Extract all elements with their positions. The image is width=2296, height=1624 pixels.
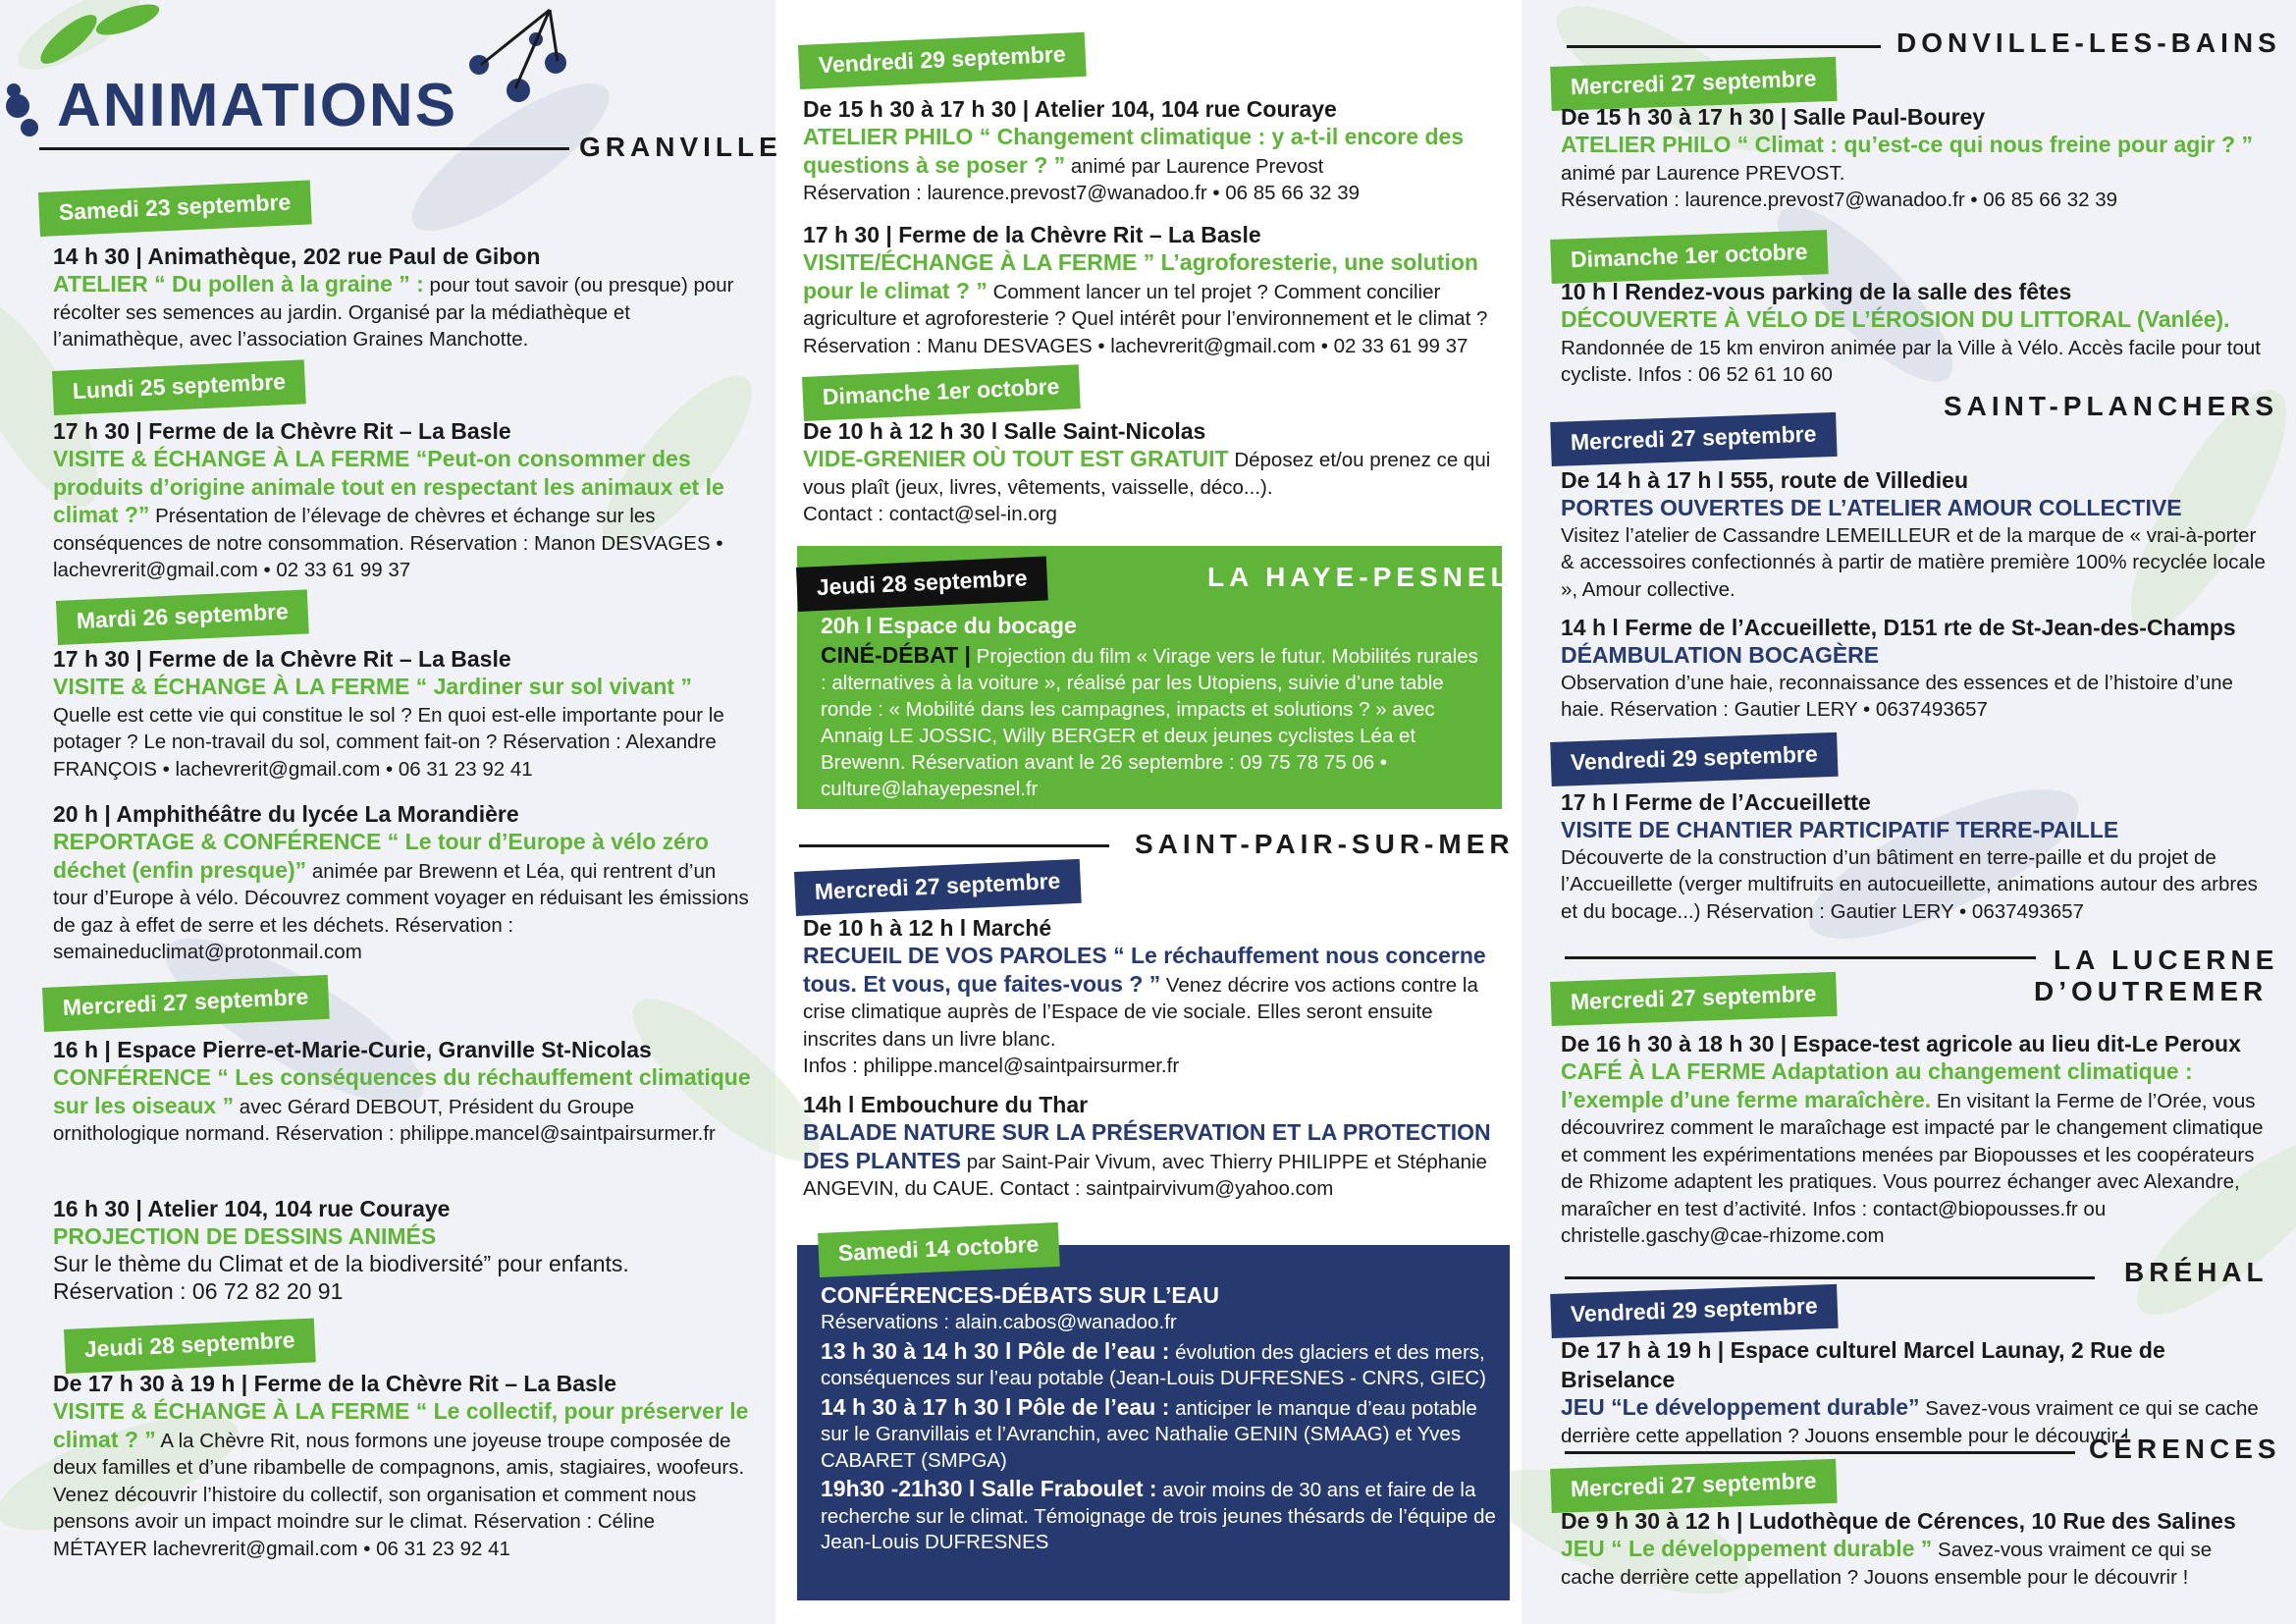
event-block (821, 611, 1488, 802)
divider (1565, 956, 2036, 959)
event-location: 14h l Embouchure du Thar (803, 1092, 1089, 1117)
event-location: 17 h 30 | Ferme de la Chèvre Rit – La Basle (53, 418, 511, 444)
event-block (53, 1194, 752, 1307)
event-title: ATELIER “ Du pollen à la graine ” : (53, 271, 424, 297)
event-block (1561, 787, 2268, 925)
event-description: avec Gérard DEBOUT, Président du Groupe ornithologique normand. Réservation : philippe.mancel@saintpairsurmer.fr (53, 1095, 716, 1145)
event-block (53, 416, 752, 584)
session-time: 13 h 30 à 14 h 30 l Pôle de l’eau : (821, 1337, 1170, 1364)
event-contact: Réservation : laurence.prevost7@wanadoo.fr • 06 85 66 32 39 (803, 182, 1361, 204)
event-description: animé par Laurence PREVOST. (1561, 161, 1845, 185)
event-contact: Infos : philippe.mancel@saintpairsurmer.fr (803, 1055, 1180, 1077)
event-block (821, 1280, 1498, 1556)
event-location: De 15 h 30 à 17 h 30 | Atelier 104, 104 rue Couraye (803, 96, 1337, 122)
event-description: A la Chèvre Rit, nous formons une joyeuse troupe composée de deux familles et d’une ribambelle de compagnons, amis, stagiaires, woofeurs. Venez découvrir l’histoire du collectif, son organisation et comment nous pensons avoir un impact moindre sur le climat. Réservation : Céline MÉTAYER lachevrerit@gmail.com • 06 31 23 92 41 (53, 1429, 745, 1560)
event-location: 10 h l Rendez-vous parking de la salle des fêtes (1561, 279, 2072, 304)
date-badge: Dimanche 1er octobre (802, 364, 1080, 421)
date-badge: Lundi 25 septembre (52, 359, 306, 415)
town-label: D’OUTREMER (2034, 976, 2269, 1006)
event-location: 16 h 30 | Atelier 104, 104 rue Couraye (53, 1196, 451, 1221)
date-badge: Mercredi 27 septembre (1550, 57, 1837, 111)
town-label: SAINT-PAIR-SUR-MER (1135, 829, 1515, 859)
event-title: REPORTAGE & CONFÉRENCE “ Le tour d’Europe à vélo zéro déchet (enfin presque)” (53, 829, 709, 883)
event-description: Randonnée de 15 km environ animée par la Ville à Vélo. Accès facile pour tout cycliste. Infos : 06 52 61 10 60 (1561, 336, 2262, 386)
town-label: DONVILLE-LES-BAINS (1896, 27, 2281, 58)
event-description: Sur le thème du Climat et de la biodiversité” pour enfants. Réservation : 06 72 82 20 91 (53, 1250, 629, 1304)
event-description: Projection du film « Virage vers le futur. Mobilités rurales : alternatives à la voiture », réalisé par les Utopiens, suivie d’une table ronde : « Mobilité dans les campagnes, impacts et solutions ? » avec Annaig LE JOSSIC, Willy BERGER et deux jeunes cyclistes Léa et Brewenn. Réservation avant le 26 septembre : 09 75 78 75 06 • culture@lahayepesnel.fr (821, 645, 1478, 800)
event-title: JEU “Le développement durable” (1561, 1394, 1920, 1420)
event-location: 17 h 30 | Ferme de la Chèvre Rit – La Basle (803, 222, 1261, 247)
date-badge: Samedi 14 octobre (818, 1222, 1059, 1277)
event-title: PORTES OUVERTES DE L’ATELIER AMOUR COLLECTIVE (1561, 495, 2182, 520)
event-contact: Réservation : Manu DESVAGES • lachevrerit@gmail.com • 02 33 61 99 37 (803, 334, 1468, 357)
town-label: BRÉHAL (2124, 1257, 2269, 1287)
date-badge: Mercredi 27 septembre (794, 859, 1081, 916)
page-title: ANIMATIONS (57, 72, 458, 139)
session-description: évolution des glaciers et des mers, conséquences sur l’eau potable (Jean-Louis DUFRESNES - CNRS, GIEC) (821, 1340, 1486, 1389)
event-description: Venez décrire vos actions contre la crise climatique auprès de l’Espace de vie sociale. Elles seront ensuite inscrites dans un livre blanc. (803, 973, 1478, 1051)
event-contact: Réservations : alain.cabos@wanadoo.fr (821, 1311, 1177, 1333)
event-description: Observation d’une haie, reconnaissance des essences et de l’histoire d’une haie. Réservation : Gautier LERY • 0637493657 (1561, 671, 2233, 721)
session-description: anticiper le manque d’eau potable sur le Granvillais et l’Avranchin, avec Nathalie GENIN (SMAAG) et Yves CABARET (SMPGA) (821, 1396, 1477, 1472)
session-time: 14 h 30 à 17 h 30 l Pôle de l’eau : (821, 1393, 1170, 1420)
event-title: VISITE DE CHANTIER PARTICIPATIF TERRE-PAILLE (1561, 817, 2119, 842)
event-title: CONFÉRENCES-DÉBATS SUR L’EAU (821, 1282, 1219, 1308)
date-badge: Jeudi 28 septembre (64, 1318, 316, 1374)
divider (1567, 45, 1881, 48)
event-block (53, 1035, 752, 1148)
event-block (1561, 1506, 2268, 1591)
event-block (1561, 1335, 2268, 1449)
date-badge: Mercredi 27 septembre (42, 975, 329, 1032)
event-contact: Contact : contact@sel-in.org (803, 503, 1057, 525)
event-block (803, 220, 1502, 359)
event-location: 14 h 30 | Animathèque, 202 rue Paul de Gibon (53, 244, 541, 269)
event-location: 17 h 30 | Ferme de la Chèvre Rit – La Basle (53, 646, 511, 672)
date-badge: Vendredi 29 septembre (1550, 1284, 1838, 1338)
event-description: animé par Laurence Prevost (1070, 154, 1324, 178)
date-badge: Vendredi 29 septembre (798, 32, 1087, 89)
event-title: DÉAMBULATION BOCAGÈRE (1561, 642, 1880, 668)
event-description: Visitez l’atelier de Cassandre LEMEILLEUR et de la marque de « vrai-à-porter & accessoires confectionnés à partir de matière première 100% recyclée locale », Amour collective. (1561, 523, 2266, 601)
date-badge: Dimanche 1er octobre (1550, 230, 1828, 284)
event-description: Déposez et/ou prenez ce qui vous plaît (jeux, livres, vêtements, vaisselle, déco...). (803, 449, 1491, 499)
date-badge: Mardi 26 septembre (56, 589, 309, 645)
event-title: VISITE & ÉCHANGE À LA FERME “ Le collectif, pour préserver le climat ? ” (53, 1398, 749, 1452)
event-location: De 10 h à 12 h 30 l Salle Saint-Nicolas (803, 418, 1206, 444)
event-title: ATELIER PHILO “ Changement climatique : y a-t-il encore des questions à se poser ? ” (803, 124, 1465, 178)
event-block (1561, 277, 2268, 389)
event-title: ATELIER PHILO “ Climat : qu’est-ce qui nous freine pour agir ? ” (1561, 132, 2253, 157)
event-description: Présentation de l’élevage de chèvres et échange sur les conséquences de notre consommation. Réservation : Manon DESVAGES • lachevrerit@gmail.com • 02 33 61 99 37 (53, 505, 723, 581)
event-block (53, 799, 752, 966)
divider (799, 844, 1109, 847)
divider (39, 147, 569, 150)
session-time: 19h30 -21h30 l Salle Fraboulet : (821, 1476, 1157, 1501)
event-location: De 17 h à 19 h | Espace culturel Marcel Launay, 2 Rue de Briselance (1561, 1337, 2165, 1392)
event-description: par Saint-Pair Vivum, avec Thierry PHILIPPE et Stéphanie ANGEVIN, du CAUE. Contact : saintpairvivum@yahoo.com (803, 1150, 1487, 1200)
event-block (1561, 613, 2268, 724)
event-location: 16 h | Espace Pierre-et-Marie-Curie, Granville St-Nicolas (53, 1037, 652, 1062)
divider (1565, 1451, 2075, 1454)
event-description: pour tout savoir (ou presque) pour récolter ses semences au jardin. Organisé par la médiathèque et l’animathèque, avec l’association Graines Manchotte. (53, 274, 734, 351)
event-location: De 10 h à 12 h l Marché (803, 915, 1052, 941)
event-title: VIDE-GRENIER OÙ TOUT EST GRATUIT (803, 446, 1229, 471)
town-label: GRANVILLE (579, 132, 782, 162)
event-location: De 9 h 30 à 12 h | Ludothèque de Cérences, 10 Rue des Salines (1561, 1508, 2236, 1534)
event-description: Savez-vous vraiment ce qui se cache derrière cette appellation ? Jouons ensemble pour le découvrir ! (1561, 1397, 2259, 1447)
event-block (53, 242, 752, 353)
session-description: avoir moins de 30 ans et faire de la recherche sur le climat. Témoignage de trois jeunes thésards de l’équipe de Jean-Louis DUFRESNES (821, 1479, 1496, 1553)
event-block (803, 416, 1502, 528)
date-badge: Mercredi 27 septembre (1550, 1459, 1837, 1513)
event-title: CAFÉ À LA FERME Adaptation au changement climatique : l’exemple d’une ferme maraîchère. (1561, 1058, 2193, 1112)
event-title: BALADE NATURE SUR LA PRÉSERVATION ET LA PROTECTION DES PLANTES (803, 1119, 1491, 1173)
town-label: LA HAYE-PESNEL (1207, 562, 1513, 592)
event-location: De 17 h 30 à 19 h | Ferme de la Chèvre Rit – La Basle (53, 1371, 617, 1396)
event-block (53, 644, 752, 783)
event-description: Comment lancer un tel projet ? Comment concilier agriculture et agroforesterie ? Quel intérêt pour l’environnement et le climat ? (803, 280, 1488, 330)
event-block (1561, 465, 2268, 603)
event-block (803, 913, 1502, 1080)
event-location: De 14 h à 17 h l 555, route de Villedieu (1561, 467, 1969, 493)
event-location: 17 h l Ferme de l’Accueillette (1561, 789, 1871, 815)
town-label: CÉRENCES (2089, 1434, 2281, 1464)
town-label: SAINT-PLANCHERS (1944, 391, 2279, 421)
event-title: VISITE/ÉCHANGE À LA FERME ” L’agroforesterie, une solution pour le climat ? ” (803, 249, 1478, 303)
event-title: PROJECTION DE DESSINS ANIMÉS (53, 1223, 437, 1249)
event-description: Quelle est cette vie qui constitue le sol ? En quoi est-elle importante pour le potager ? Le non-travail du sol, comment fait-on ? Réservation : Alexandre FRANÇOIS • lachevrerit@gmail.com • 06 31 23 92 41 (53, 703, 724, 781)
event-location: De 16 h 30 à 18 h 30 | Espace-test agricole au lieu dit-Le Peroux (1561, 1031, 2241, 1056)
event-location: 20h l Espace du bocage (821, 613, 1077, 638)
date-badge: Mercredi 27 septembre (1550, 412, 1837, 466)
event-title: CONFÉRENCE “ Les conséquences du réchauffement climatique sur les oiseaux ” (53, 1064, 751, 1118)
event-contact: Réservation : laurence.prevost7@wanadoo.fr • 06 85 66 32 39 (1561, 189, 2118, 211)
event-title: RECUEIL DE VOS PAROLES “ Le réchauffement nous concerne tous. Et vous, que faites-vous ? ” (803, 943, 1486, 997)
event-description: En visitant la Ferme de l’Orée, vous découvrirez comment le maraîchage est impacté par le changement climatique et comment les expérimentations menées par Biopousses et les coopérateurs de Rhizome adaptent les pratiques. Vous pourrez échanger avec Alexandre, maraîcher en test d’activité. Infos : contact@biopousses.fr ou christelle.gaschy@cae-rhizome.com (1561, 1089, 2264, 1247)
event-title: VISITE & ÉCHANGE À LA FERME “ Jardiner sur sol vivant ” (53, 674, 692, 699)
event-block (1561, 1029, 2268, 1250)
event-title: CINÉ-DÉBAT | (821, 642, 971, 668)
event-location: De 15 h 30 à 17 h 30 | Salle Paul-Bourey (1561, 104, 1986, 130)
town-label: LA LUCERNE (2054, 945, 2279, 975)
date-badge: Vendredi 29 septembre (1550, 732, 1838, 786)
event-description: Découverte de la construction d’un bâtiment en terre-paille et du projet de l’Accueillette (verger multifruits en autocueillette, animations autour des arbres et du bocage...) Réservation : Gautier LERY • 0637493657 (1561, 845, 2258, 923)
event-block (1561, 102, 2268, 214)
event-location: 20 h | Amphithéâtre du lycée La Morandière (53, 801, 519, 827)
date-badge: Samedi 23 septembre (38, 180, 311, 236)
event-block (803, 94, 1502, 207)
event-description: Savez-vous vraiment ce qui se cache derrière cette appellation ? Jouons ensemble pour le découvrir ! (1561, 1539, 2213, 1589)
date-badge: Jeudi 28 septembre (796, 556, 1048, 612)
event-block (53, 1369, 752, 1562)
event-location: 14 h l Ferme de l’Accueillette, D151 rte de St-Jean-des-Champs (1561, 615, 2236, 640)
event-title: JEU “ Le développement durable ” (1561, 1536, 1933, 1561)
event-description: animée par Brewenn et Léa, qui rentrent d’un tour d’Europe à vélo. Découvrez comment voyager en réduisant les émissions de gaz à effet de serre et les déchets. Réservation : semaineduclimat@protonmail.com (53, 859, 749, 963)
event-title: DÉCOUVERTE À VÉLO DE L’ÉROSION DU LITTORAL (Vanlée). (1561, 306, 2230, 332)
divider (1565, 1276, 2095, 1279)
date-badge: Mercredi 27 septembre (1550, 972, 1837, 1026)
event-block (803, 1090, 1502, 1203)
event-title: VISITE & ÉCHANGE À LA FERME “Peut-on consommer des produits d’origine animale tout en respectant les animaux et le climat ?” (53, 446, 724, 527)
